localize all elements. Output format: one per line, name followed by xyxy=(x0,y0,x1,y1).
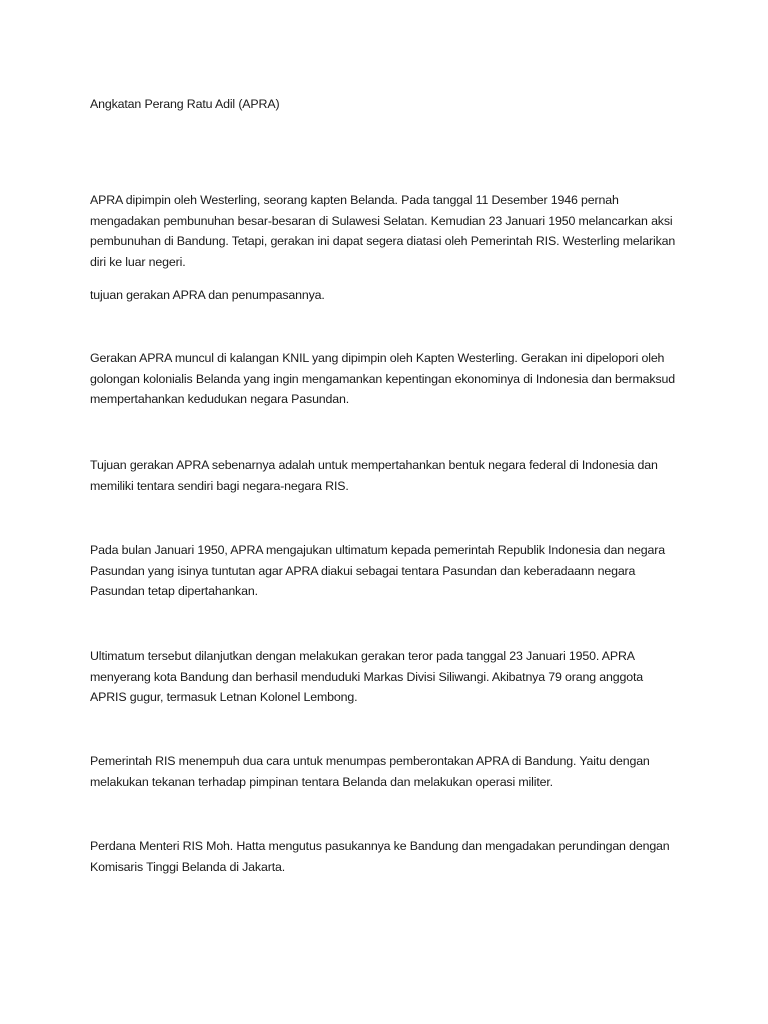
paragraph-apra-westerling: APRA dipimpin oleh Westerling, seorang kapten Belanda. Pada tanggal 11 Desember 1946 pernah mengadakan pembunuhan besar-besaran di Sulawesi Selatan. Kemudian 23 Januari 1950 melancarkan aksi pembunuhan di Bandung. Tetapi, gerakan ini dapat segera diatasi oleh Pemerintah RIS. Westerling melarikan diri ke luar negeri. xyxy=(90,193,676,269)
paragraph-gerakan-apra: Gerakan APRA muncul di kalangan KNIL yang dipimpin oleh Kapten Westerling. Gerakan ini dipelopori oleh golongan kolonialis Belanda yang ingin mengamankan kepentingan ekonominya di Indonesia dan bermaksud mempertahankan kedudukan negara Pasundan. xyxy=(90,351,675,406)
paragraph-pemerintah-ris: Pemerintah RIS menempuh dua cara untuk menumpas pemberontakan APRA di Bandung. Yaitu dengan melakukan tekanan terhadap pimpinan tentara Belanda dan melakukan operasi militer. xyxy=(90,754,650,789)
paragraph-perdana-menteri: Perdana Menteri RIS Moh. Hatta mengutus pasukannya ke Bandung dan mengadakan perundingan dengan Komisaris Tinggi Belanda di Jakarta. xyxy=(90,839,670,874)
paragraph-tujuan-gerakan: Tujuan gerakan APRA sebenarnya adalah untuk mempertahankan bentuk negara federal di Indonesia dan memiliki tentara sendiri bagi negara-negara RIS. xyxy=(90,458,658,493)
paragraph-gerakan-teror: Ultimatum tersebut dilanjutkan dengan melakukan gerakan teror pada tanggal 23 Januari 1950. APRA menyerang kota Bandung dan berhasil menduduki Markas Divisi Siliwangi. Akibatnya 79 orang anggota APRIS gugur, termasuk Letnan Kolonel Lembong. xyxy=(90,649,644,704)
paragraph-ultimatum: Pada bulan Januari 1950, APRA mengajukan ultimatum kepada pemerintah Republik Indonesia dan negara Pasundan yang isinya tuntutan agar APRA diakui sebagai tentara Pasundan dan keberadaann negara Pasundan tetap dipertahankan. xyxy=(90,543,665,598)
paragraph-tujuan-heading: tujuan gerakan APRA dan penumpasannya. xyxy=(90,288,325,302)
document-title: Angkatan Perang Ratu Adil (APRA) xyxy=(90,97,280,111)
